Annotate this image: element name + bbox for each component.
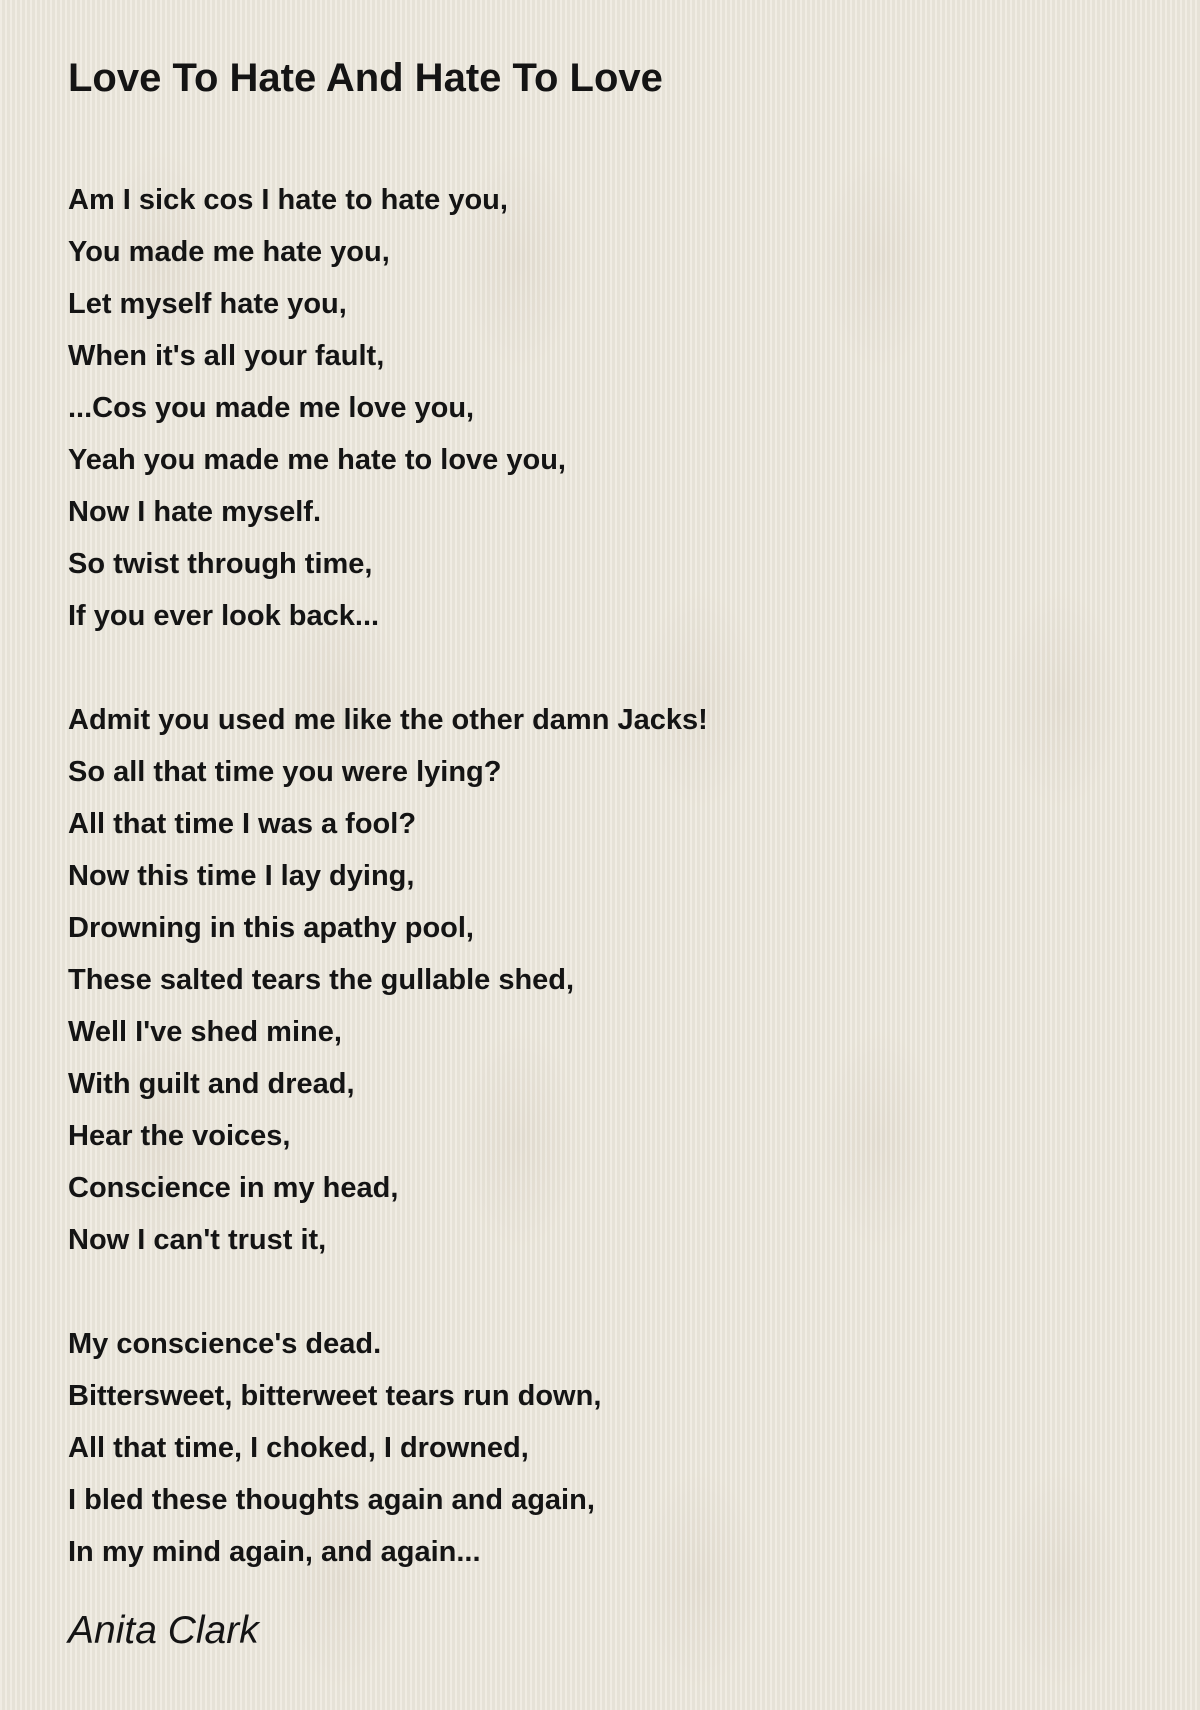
poem-line: These salted tears the gullable shed, xyxy=(68,964,575,996)
stanza xyxy=(68,174,1148,642)
poem-line: Now this time I lay dying, xyxy=(68,860,415,892)
poem-line: Drowning in this apathy pool, xyxy=(68,912,474,944)
poem-page xyxy=(68,48,1148,1658)
poem-line: Let myself hate you, xyxy=(68,288,347,320)
poem-line: I bled these thoughts again and again, xyxy=(68,1484,595,1516)
poem-line: All that time I was a fool? xyxy=(68,808,417,840)
stanza xyxy=(68,694,1148,1266)
poem-line: If you ever look back... xyxy=(68,600,380,632)
poem-line: All that time, I choked, I drowned, xyxy=(68,1432,529,1464)
poem-line: So all that time you were lying? xyxy=(68,756,502,788)
poem-line: My conscience's dead. xyxy=(68,1328,382,1360)
poem-line: Bittersweet, bitterweet tears run down, xyxy=(68,1380,602,1412)
poem-line: Well I've shed mine, xyxy=(68,1016,342,1048)
poem-line: Yeah you made me hate to love you, xyxy=(68,444,566,476)
poem-line: Now I hate myself. xyxy=(68,496,322,528)
poem-line: Conscience in my head, xyxy=(68,1172,399,1204)
poem-line: In my mind again, and again... xyxy=(68,1536,481,1568)
poem-author: Anita Clark xyxy=(68,1609,259,1652)
poem-line: When it's all your fault, xyxy=(68,340,385,372)
poem-line: So twist through time, xyxy=(68,548,373,580)
poem-line: With guilt and dread, xyxy=(68,1068,355,1100)
poem-line: ...Cos you made me love you, xyxy=(68,392,475,424)
poem-line: Admit you used me like the other damn Jacks! xyxy=(68,704,708,736)
poem-line: Now I can't trust it, xyxy=(68,1224,327,1256)
poem-title: Love To Hate And Hate To Love xyxy=(68,56,663,100)
poem-body xyxy=(68,174,1148,1578)
poem-line: You made me hate you, xyxy=(68,236,390,268)
poem-line: Am I sick cos I hate to hate you, xyxy=(68,184,508,216)
poem-line: Hear the voices, xyxy=(68,1120,291,1152)
stanza xyxy=(68,1318,1148,1578)
